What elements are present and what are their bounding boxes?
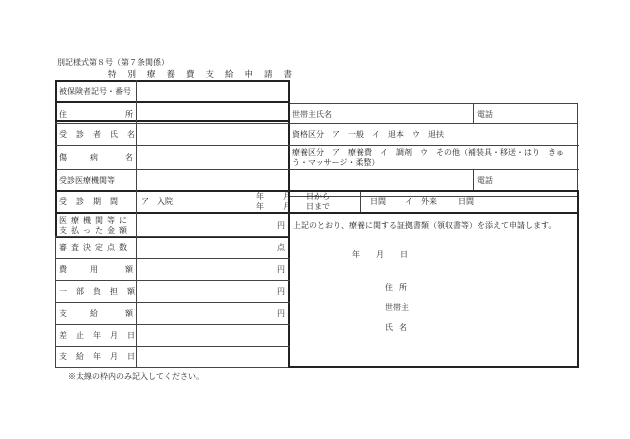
label-recipient-name: 受診者氏名	[59, 130, 144, 139]
label-difference-date: 差止年月日	[59, 331, 144, 340]
form-title: 特別療養費支給申請書	[108, 70, 304, 80]
decl-month: 月	[376, 250, 384, 259]
outpatient-option: イ 外来	[405, 197, 437, 206]
declaration-text: 上記のとおり、療養に関する証拠書類（領収書等）を添えて申請します。	[293, 221, 557, 230]
label-pay-3: 額	[125, 309, 133, 318]
label-cost-1: 費	[59, 265, 67, 274]
label-insured-number: 被保険者記号・番号	[59, 87, 131, 96]
period-days-2: 日間	[458, 197, 474, 206]
label-cost-2: 用	[90, 265, 98, 274]
unit-yen-paid: 円	[277, 221, 285, 230]
label-illness-2: 病	[90, 153, 98, 162]
phone-label: 電話	[477, 110, 493, 119]
form-number: 別記様式第８号（第７条関係）	[57, 58, 169, 67]
label-address-right: 所	[125, 110, 133, 119]
label-copay: 一部負担額	[59, 287, 144, 296]
period-days-1: 日間	[370, 197, 386, 206]
row-divider	[55, 169, 579, 170]
period-year-1: 年	[256, 192, 264, 201]
treatment-options-2: う・マッサージ・柔整）	[292, 158, 380, 167]
unit-yen-copay: 円	[277, 287, 285, 296]
label-paid-amount-1: 医療機関等に	[59, 216, 131, 225]
period-month-2: 月	[283, 202, 291, 211]
period-year-2: 年	[256, 202, 264, 211]
period-from: 日から	[306, 192, 330, 201]
period-month-1: 月	[283, 192, 291, 201]
label-address-left: 住	[59, 110, 67, 119]
label-divider	[136, 80, 137, 368]
label-illness-1: 傷	[59, 153, 67, 162]
label-cost-3: 額	[125, 265, 133, 274]
label-review-points: 審査決定点数	[59, 243, 131, 252]
inpatient-option: ア 入院	[141, 197, 173, 206]
phone-divider	[473, 169, 474, 190]
label-illness-3: 名	[125, 153, 133, 162]
label-pay-2: 給	[90, 309, 98, 318]
label-medical-institution: 受診医療機関等	[59, 176, 115, 185]
unit-yen-cost: 円	[277, 265, 285, 274]
row-divider	[288, 123, 578, 124]
label-paid-amount-2: 支払った金額	[59, 226, 131, 235]
row-divider	[55, 346, 290, 347]
decl-name-label: 氏名	[385, 323, 413, 332]
row-divider	[55, 302, 290, 303]
period-divider	[360, 192, 361, 212]
row-divider	[55, 280, 290, 281]
row-divider	[55, 324, 290, 325]
footnote: ※太線の枠内のみ記入してください。	[68, 372, 204, 381]
phone-divider	[473, 103, 474, 123]
decl-day: 日	[400, 250, 408, 259]
decl-head-label: 世帯主	[385, 303, 409, 312]
declaration-frame	[288, 212, 579, 368]
unit-points: 点	[277, 243, 285, 252]
row-divider	[55, 145, 579, 146]
label-pay-1: 支	[59, 309, 67, 318]
phone-label-2: 電話	[477, 176, 493, 185]
label-visit-period: 受診期間	[59, 197, 127, 206]
row-divider	[55, 258, 290, 259]
decl-address-label: 住所	[385, 283, 413, 292]
label-payment-date: 支給年月日	[59, 352, 144, 361]
household-head-name: 世帯主氏名	[292, 110, 332, 119]
eligibility-options: 資格区分 ア 一般 イ 退本 ウ 退扶	[292, 130, 444, 139]
treatment-options-1: 療養区分 ア 療養費 イ 調剤 ウ その他（補装具・移送・はり きゅ	[292, 148, 564, 157]
decl-year: 年	[352, 250, 360, 259]
period-until: 日まで	[306, 202, 330, 211]
row-divider	[55, 123, 290, 124]
unit-yen-pay: 円	[277, 309, 285, 318]
